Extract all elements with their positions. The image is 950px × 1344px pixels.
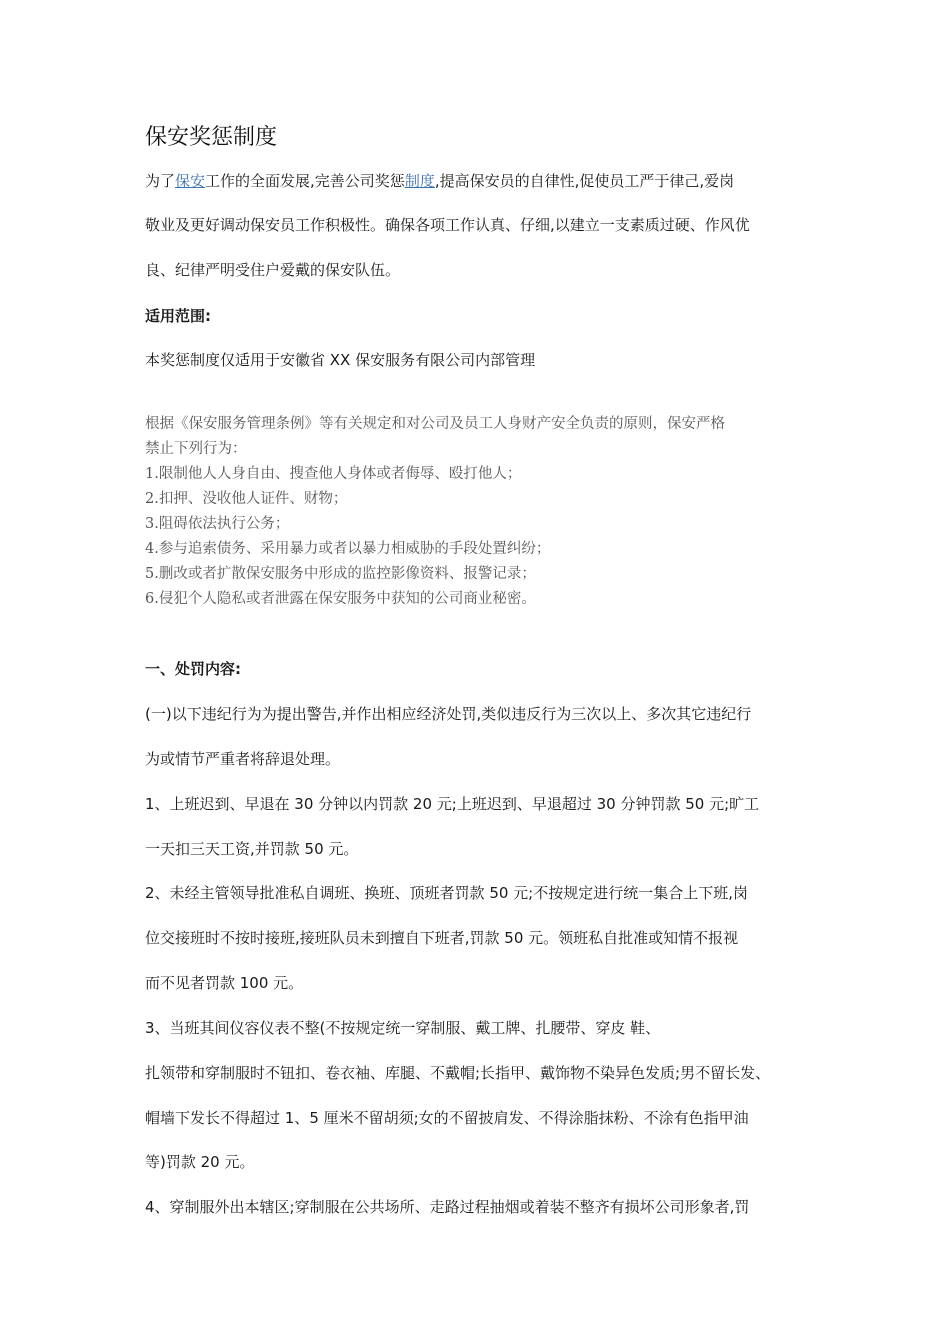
- penalty-line: 扎领带和穿制服时不钮扣、卷衣袖、库腿、不戴帽;长指甲、戴饰物不染异色发质;男不留长发、: [145, 1064, 771, 1082]
- rules-line: 3.阻碍依法执行公务；: [145, 516, 290, 532]
- rules-line: 6.侵犯个人隐私或者泄露在保安服务中获知的公司商业秘密。: [145, 591, 536, 607]
- rules-line: 禁止下列行为：: [145, 441, 247, 457]
- document-title: 保安奖惩制度: [145, 125, 278, 150]
- intro-line-2: 敬业及更好调动保安员工作积极性。确保各项工作认真、仔细,以建立一支素质过硬、作风优: [145, 216, 750, 234]
- intro-line-1: [145, 170, 734, 192]
- penalty-line: 4、穿制服外出本辖区;穿制服在公共场所、走路过程抽烟或着装不整齐有损坏公司形象者,罚: [145, 1198, 750, 1216]
- rules-line: 2.扣押、没收他人证件、财物；: [145, 491, 348, 507]
- scope-heading: 适用范围:: [145, 307, 211, 325]
- penalty-line: 一天扣三天工资,并罚款 50 元。: [145, 840, 359, 858]
- intro-text: 为了: [145, 172, 176, 190]
- penalty-line: 位交接班时不按时接班,接班队员未到擅自下班者,罚款 50 元。领班私自批准或知情不报视: [145, 929, 739, 947]
- penalty-line: (一)以下违纪行为为提出警告,并作出相应经济处罚,类似违反行为三次以上、多次其它违纪行: [145, 705, 752, 723]
- intro-line-3: 良、纪律严明受住户爱戴的保安队伍。: [145, 261, 401, 279]
- intro-text: ,提高保安员的自律性,促使员工严于律己,爱岗: [434, 172, 735, 190]
- penalty-line: 而不见者罚款 100 元。: [145, 974, 304, 992]
- rules-line: 4.参与追索债务、采用暴力或者以暴力相威胁的手段处置纠纷；: [145, 541, 551, 557]
- rules-line: 5.删改或者扩散保安服务中形成的监控影像资料、报警记录；: [145, 566, 536, 582]
- intro-text: 工作的全面发展,完善公司奖惩: [205, 172, 405, 190]
- penalty-line: 1、上班迟到、早退在 30 分钟以内罚款 20 元;上班迟到、早退超过 30 分钟罚款 50 元;旷工: [145, 795, 760, 813]
- link-baoan[interactable]: 保安: [175, 172, 206, 190]
- penalty-line: 等)罚款 20 元。: [145, 1153, 255, 1171]
- penalty-line: 2、未经主管领导批准私自调班、换班、顶班者罚款 50 元;不按规定进行统一集合上下班,岗: [145, 884, 748, 902]
- link-zhidu[interactable]: 制度: [404, 172, 435, 190]
- penalty-line: 帽墙下发长不得超过 1、5 厘米不留胡须;女的不留披肩发、不得涂脂抹粉、不涂有色指甲油: [145, 1109, 749, 1127]
- rules-line: 根据《保安服务管理条例》等有关规定和对公司及员工人身财产安全负责的原则，保安严格: [145, 416, 725, 432]
- scope-text: 本奖惩制度仅适用于安徽省 XX 保安服务有限公司内部管理: [145, 351, 536, 369]
- penalty-line: 为或情节严重者将辞退处理。: [145, 750, 341, 768]
- penalty-line: 3、当班其间仪容仪表不整(不按规定统一穿制服、戴工牌、扎腰带、穿皮 鞋、: [145, 1019, 661, 1037]
- penalty-heading: 一、处罚内容:: [145, 660, 241, 678]
- rules-line: 1.限制他人人身自由、搜查他人身体或者侮辱、殴打他人；: [145, 466, 522, 482]
